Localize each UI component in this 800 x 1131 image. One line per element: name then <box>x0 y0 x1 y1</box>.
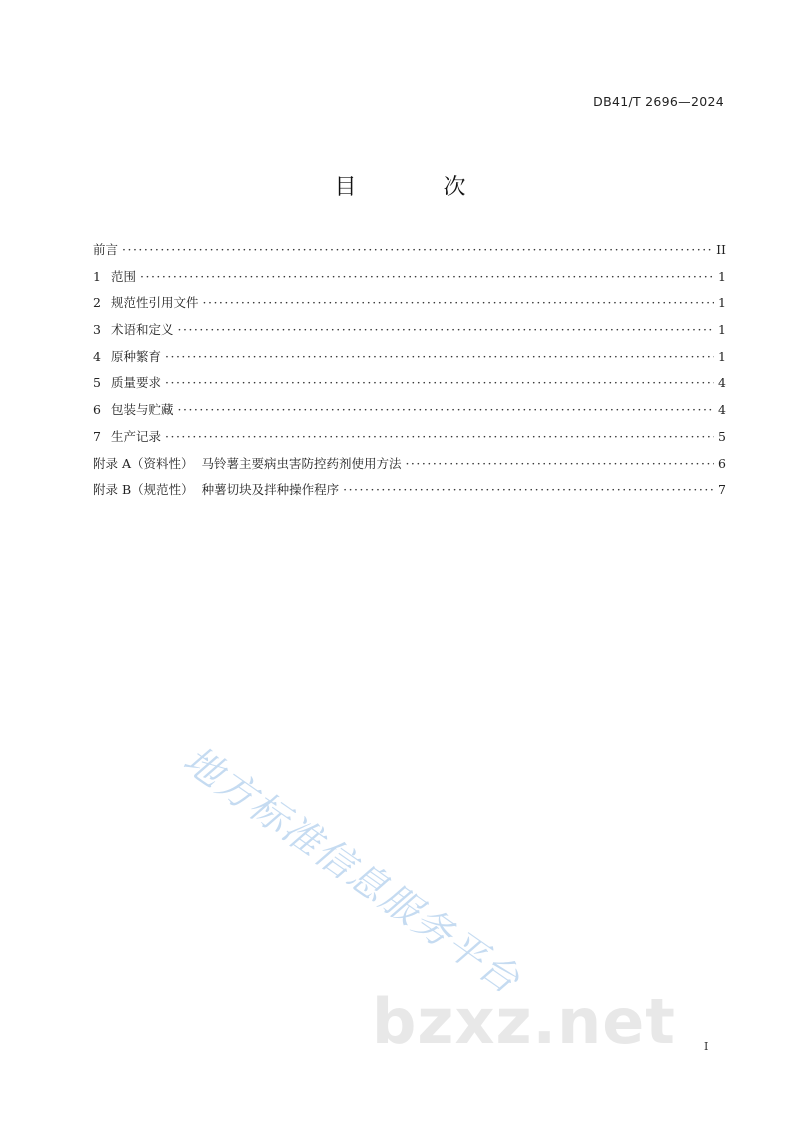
toc-entry-breeding[interactable] <box>93 347 726 374</box>
toc-page-number: 1 <box>718 295 726 311</box>
toc-entry-label: 原种繁育 <box>111 348 162 364</box>
toc-entry-number: 1 <box>93 268 101 284</box>
toc-entry-label: 附录 A（资料性） 马铃薯主要病虫害防控药剂使用方法 <box>93 455 402 471</box>
toc-page-number: 1 <box>718 348 726 364</box>
toc-entry-label: 附录 B（规范性） 种薯切块及拌种操作程序 <box>93 482 340 498</box>
toc-leader-dots <box>140 269 714 284</box>
toc-leader-dots <box>122 242 712 257</box>
toc-entry-terms[interactable] <box>93 320 726 347</box>
toc-entry-number: 7 <box>93 428 101 444</box>
toc-entry-quality[interactable] <box>93 373 726 400</box>
toc-page-number: 6 <box>718 455 726 471</box>
toc-entry-number: 5 <box>93 375 101 391</box>
toc-entry-foreword[interactable] <box>93 240 726 267</box>
toc-leader-dots <box>343 482 714 497</box>
table-of-contents <box>93 240 726 507</box>
toc-entry-appendix-b[interactable] <box>93 480 726 507</box>
toc-entry-label: 生产记录 <box>111 428 162 444</box>
page-title: 目 次 <box>334 175 506 200</box>
toc-entry-appendix-a[interactable] <box>93 454 726 481</box>
page-number: I <box>704 1040 709 1053</box>
toc-entry-label: 范围 <box>111 268 137 284</box>
toc-entry-records[interactable] <box>93 427 726 454</box>
toc-entry-number: 2 <box>93 295 101 311</box>
toc-page-number: 4 <box>718 375 726 391</box>
toc-page-number: 5 <box>718 428 726 444</box>
toc-page-number: 7 <box>718 482 726 498</box>
toc-leader-dots <box>178 402 715 417</box>
toc-entry-number: 4 <box>93 348 101 364</box>
toc-leader-dots <box>165 349 714 364</box>
toc-entry-label: 质量要求 <box>111 375 162 391</box>
standard-code: DB41/T 2696—2024 <box>593 94 724 109</box>
toc-entry-label: 术语和定义 <box>111 322 174 338</box>
toc-leader-dots <box>165 429 714 444</box>
toc-page-number: 1 <box>718 322 726 338</box>
toc-entry-packaging[interactable] <box>93 400 726 427</box>
toc-page-number: 1 <box>718 268 726 284</box>
platform-stamp-watermark: 地方标准信息服务平台 <box>175 737 529 1003</box>
toc-leader-dots <box>405 456 714 471</box>
toc-leader-dots <box>203 295 715 310</box>
toc-leader-dots <box>165 375 714 390</box>
toc-page-number: 4 <box>718 402 726 418</box>
site-watermark: bzxz.net <box>372 985 676 1058</box>
toc-entry-number: 3 <box>93 322 101 338</box>
toc-entry-label: 规范性引用文件 <box>111 295 199 311</box>
toc-entry-scope[interactable] <box>93 267 726 294</box>
toc-page-number: II <box>716 242 726 257</box>
toc-entry-label: 前言 <box>93 242 119 257</box>
toc-entry-number: 6 <box>93 402 101 418</box>
toc-leader-dots <box>178 322 715 337</box>
toc-entry-label: 包装与贮藏 <box>111 402 174 418</box>
toc-entry-normative-references[interactable] <box>93 293 726 320</box>
